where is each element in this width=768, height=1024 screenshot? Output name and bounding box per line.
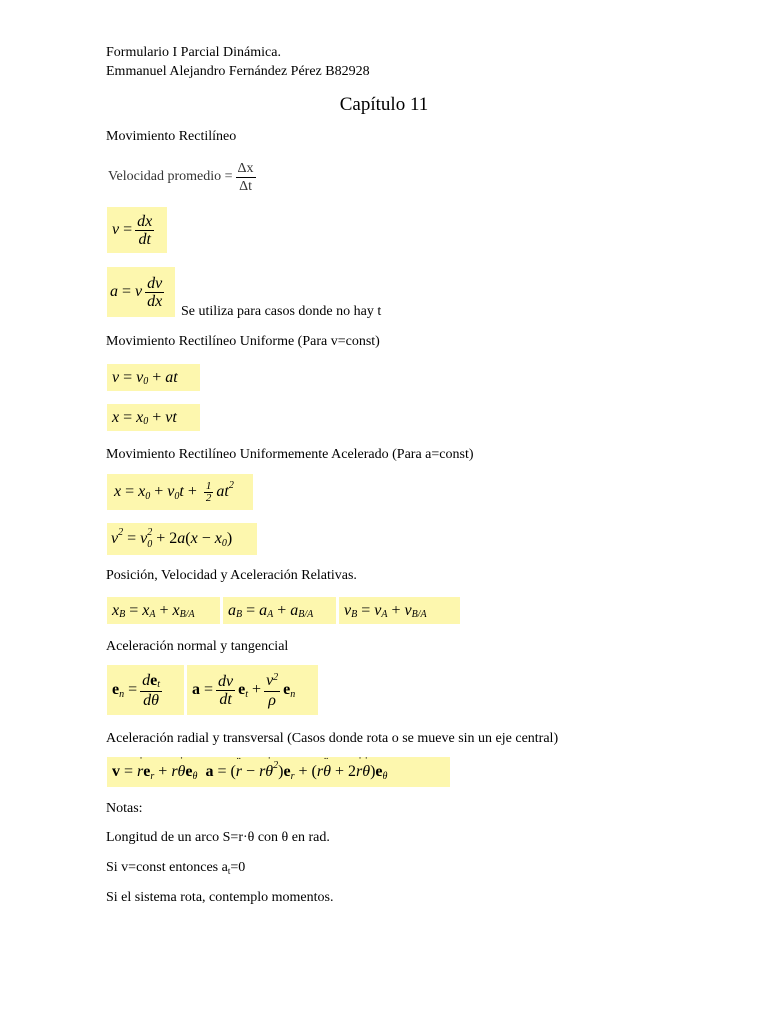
- note-rotation: Si el sistema rota, contemplo momentos.: [106, 890, 334, 905]
- note-v-const-suffix: =0: [230, 860, 246, 875]
- formula-v2-v02-2a: v 2 = v 0 2 + 2 a ( x − x 0 ): [107, 523, 257, 555]
- note-v-const-prefix: Si v=const entonces a: [106, 860, 228, 875]
- formula-x-x0-vt: x = x 0 + vt: [107, 404, 200, 431]
- chapter-title: Capítulo 11: [339, 94, 429, 115]
- header-line-2: Emmanuel Alejandro Fernández Pérez B82928: [106, 64, 370, 79]
- velocidad-promedio-numerator: Δx: [237, 160, 254, 176]
- section-rectilineo: Movimiento Rectilíneo: [106, 129, 237, 144]
- section-normal-tangencial: Aceleración normal y tangencial: [106, 639, 289, 654]
- formula-a-normal-tangencial: a = $\frac{dv}{dt}$ e t + $\frac{v^2}{\rho}$ e n: [187, 665, 318, 715]
- velocidad-promedio-label: Velocidad promedio =: [108, 169, 233, 184]
- note-no-t: Se utiliza para casos donde no hay t: [181, 304, 382, 319]
- formula-x-x0-v0t-half-at2: x = x 0 + v 0 t + $\frac{1}{2}$ at 2: [107, 474, 253, 510]
- section-acelerado: Movimiento Rectilíneo Uniformemente Acelerado (Para a=const): [106, 447, 474, 462]
- formula-v-v0-at: v = v 0 + at: [107, 364, 200, 391]
- formula-xb-relative: x B = x A + x B/A: [107, 597, 220, 624]
- formula-velocidad-promedio: [108, 158, 259, 196]
- formula-v-dx-dt: v = $\frac{dx}{dt}$: [107, 207, 167, 253]
- notes-heading: Notas:: [106, 801, 143, 816]
- note-v-const-subscript: t: [227, 866, 231, 876]
- section-relativas: Posición, Velocidad y Aceleración Relativas.: [106, 568, 357, 583]
- formula-vb-relative: v B = v A + v B/A: [339, 597, 460, 624]
- velocidad-promedio-denominator: Δt: [239, 178, 252, 194]
- formula-ab-relative: a B = a A + a B/A: [223, 597, 336, 624]
- note-v-const: [106, 860, 245, 876]
- formula-en-det-dtheta: e n = $\frac{\det}{d\theta}$: [107, 665, 184, 715]
- formula-radial-transversal: v = r ˙ e r + r θ ˙ e θ a = ( r ¨ − r θ ˙ 2 ) e r + ( r θ ¨ + 2 r ˙ θ ˙ ) e θ: [107, 757, 450, 787]
- formula-a-v-dv-dx: a = v $\frac{dv}{dx}$: [107, 267, 175, 317]
- section-radial-transversal: Aceleración radial y transversal (Casos donde rota o se mueve sin un eje central): [106, 731, 559, 746]
- section-uniforme: Movimiento Rectilíneo Uniforme (Para v=const): [106, 334, 380, 349]
- note-arc-length: Longitud de un arco S=r·θ con θ en rad.: [106, 830, 330, 845]
- header-line-1: Formulario I Parcial Dinámica.: [106, 45, 281, 60]
